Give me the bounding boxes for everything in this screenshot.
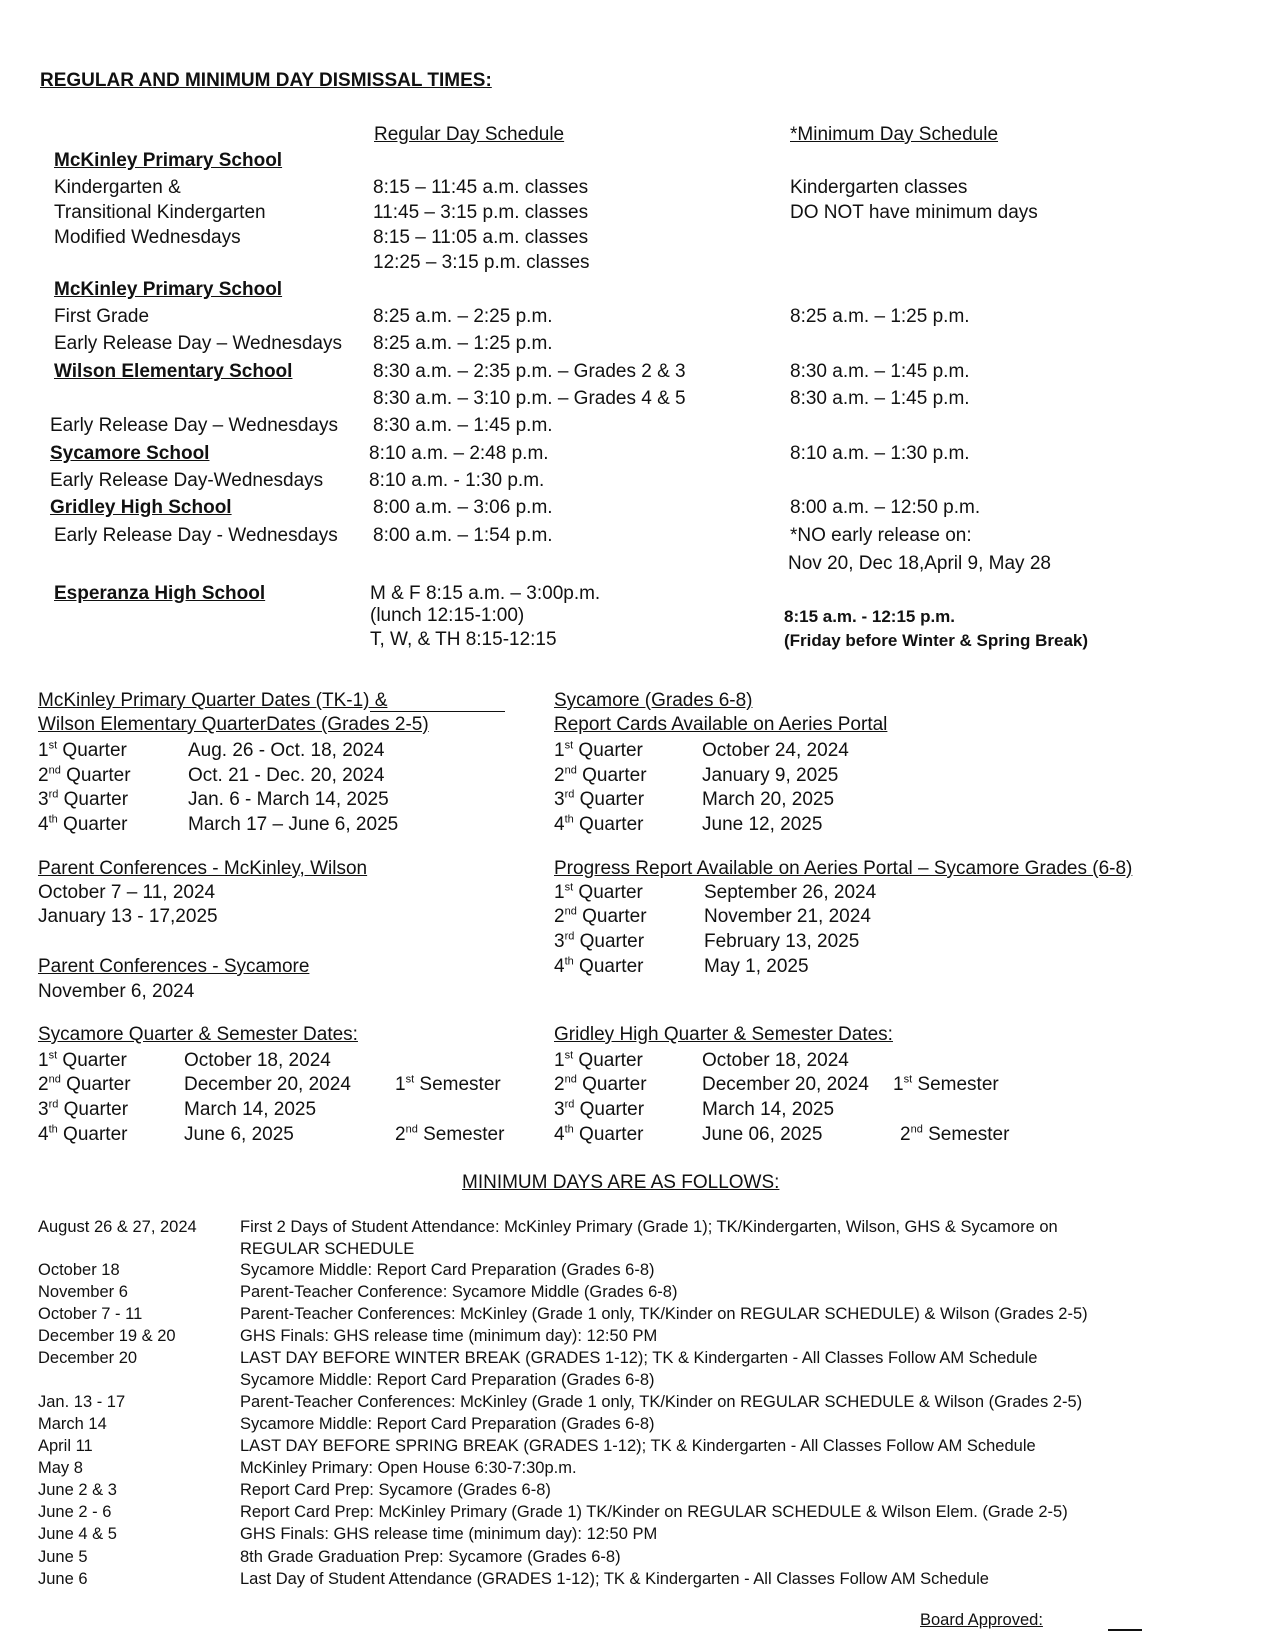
quarter-label [38,1124,127,1146]
regular-time: 11:45 – 3:15 p.m. classes [373,202,589,223]
quarter-label [38,765,131,787]
minimum-day-description: Parent-Teacher Conferences: McKinley (Grade 1 only, TK/Kinder on REGULAR SCHEDULE) & Wilson (Grades 2-5) [240,1305,1088,1323]
minimum-day-description: Report Card Prep: Sycamore (Grades 6-8) [240,1481,551,1499]
sycamore-report-heading-1: Sycamore (Grades 6-8) [554,690,753,711]
minimum-day-description: Parent-Teacher Conference: Sycamore Middle (Grades 6-8) [240,1283,678,1301]
quarter-label [554,1050,643,1072]
progress-report-heading: Progress Report Available on Aeries Portal – Sycamore Grades (6-8) [554,858,1133,879]
school-name: Wilson Elementary School [54,361,293,382]
semester-number: 1 [395,1074,406,1095]
quarter-suffix: nd [564,905,577,918]
quarter-word: Quarter [63,1099,129,1120]
quarter-number: 4 [38,1124,49,1145]
minimum-day-description: LAST DAY BEFORE SPRING BREAK (GRADES 1-12); TK & Kindergarten - All Classes Follow AM Schedule [240,1437,1036,1455]
quarter-suffix: rd [564,930,575,943]
semester-label [900,1124,1009,1146]
minimum-day-date: Jan. 13 - 17 [38,1393,126,1411]
quarter-number: 1 [554,882,565,903]
minimum-time-bold: 8:15 a.m. - 12:15 p.m. [784,607,956,626]
minimum-day-date: June 5 [38,1548,88,1566]
semester-label [893,1074,999,1096]
quarter-date: May 1, 2025 [704,956,809,977]
quarter-label [554,931,644,953]
quarter-suffix: th [48,813,58,826]
mckinley-quarters-heading-1: McKinley Primary Quarter Dates (TK-1) & [38,690,388,711]
regular-time: 8:25 a.m. – 1:25 p.m. [373,333,553,354]
semester-number: 2 [900,1124,911,1145]
quarter-date: January 9, 2025 [702,765,839,786]
quarter-date: June 12, 2025 [702,814,823,835]
minimum-day-date: December 19 & 20 [38,1327,176,1345]
quarter-word: Quarter [582,765,647,786]
board-approved-blank [1108,1629,1142,1631]
sycamore-semester-heading: Sycamore Quarter & Semester Dates: [38,1024,358,1045]
quarter-word: Quarter [579,1124,644,1145]
minimum-day-date: April 11 [38,1437,93,1455]
quarter-word: Quarter [579,789,645,810]
minimum-time: 8:00 a.m. – 12:50 p.m. [790,497,981,518]
quarter-number: 4 [554,1124,565,1145]
schedule-label: Early Release Day-Wednesdays [50,470,324,491]
regular-time: 8:00 a.m. – 1:54 p.m. [373,525,553,546]
minimum-day-date: March 14 [38,1415,107,1433]
quarter-date: June 6, 2025 [184,1124,294,1145]
quarter-suffix: st [48,1049,58,1062]
minimum-day-date: June 2 - 6 [38,1503,112,1521]
school-name: Esperanza High School [54,583,266,604]
quarter-date: September 26, 2024 [704,882,877,903]
quarter-label [554,1124,643,1146]
quarter-label [38,1050,127,1072]
regular-time: 8:00 a.m. – 3:06 p.m. [373,497,553,518]
quarter-number: 2 [554,765,565,786]
quarter-label [554,814,643,836]
quarter-suffix: nd [48,1073,61,1086]
quarter-label [554,740,643,762]
quarter-label [554,956,643,978]
quarter-word: Quarter [66,765,131,786]
quarter-suffix: th [564,1123,574,1136]
quarter-date: Aug. 26 - Oct. 18, 2024 [188,740,385,761]
semester-suffix: st [903,1073,913,1086]
semester-number: 2 [395,1124,406,1145]
quarter-word: Quarter [578,740,643,761]
quarter-word: Quarter [582,906,647,927]
gridley-semester-heading: Gridley High Quarter & Semester Dates: [554,1024,893,1045]
semester-suffix: nd [405,1123,418,1136]
minimum-day-date: December 20 [38,1349,138,1367]
semester-word: Semester [917,1074,999,1095]
quarter-number: 3 [554,931,565,952]
minimum-time: 8:30 a.m. – 1:45 p.m. [790,388,970,409]
regular-time: 8:15 – 11:05 a.m. classes [373,227,589,248]
minimum-day-description: REGULAR SCHEDULE [240,1240,415,1258]
quarter-suffix: nd [48,764,61,777]
quarter-label [38,814,127,836]
quarter-word: Quarter [579,814,644,835]
quarter-date: March 17 – June 6, 2025 [188,814,399,835]
quarter-word: Quarter [63,814,128,835]
quarter-number: 2 [38,765,49,786]
quarter-label [38,789,128,811]
minimum-day-description: Last Day of Student Attendance (GRADES 1-12); TK & Kindergarten - All Classes Follow AM Schedule [240,1570,989,1588]
page-title: REGULAR AND MINIMUM DAY DISMISSAL TIMES: [40,70,492,91]
schedule-label: First Grade [54,306,150,327]
minimum-day-date: October 7 - 11 [38,1305,143,1323]
quarter-number: 3 [38,789,49,810]
minimum-day-date: October 18 [38,1261,120,1279]
quarter-date: March 20, 2025 [702,789,835,810]
quarter-number: 3 [554,789,565,810]
minimum-day-description: Sycamore Middle: Report Card Preparation (Grades 6-8) [240,1261,655,1279]
minimum-day-date: June 6 [38,1570,88,1588]
quarter-suffix: rd [564,788,575,801]
quarter-word: Quarter [579,956,644,977]
quarter-suffix: th [48,1123,58,1136]
quarter-date: March 14, 2025 [702,1099,835,1120]
semester-word: Semester [928,1124,1010,1145]
schedule-label: Early Release Day - Wednesdays [54,525,338,546]
minimum-time: Kindergarten classes [790,177,968,198]
regular-time: 8:10 a.m. – 2:48 p.m. [369,443,549,464]
semester-number: 1 [893,1074,904,1095]
minimum-day-date: November 6 [38,1283,128,1301]
schedule-label: Early Release Day – Wednesdays [50,415,338,436]
quarter-number: 4 [38,814,49,835]
schedule-label: Early Release Day – Wednesdays [54,333,342,354]
quarter-word: Quarter [582,1074,647,1095]
parent-conferences-mw-date-2: January 13 - 17,2025 [38,906,218,927]
minimum-day-date: May 8 [38,1459,83,1477]
minimum-day-description: Sycamore Middle: Report Card Preparation (Grades 6-8) [240,1415,655,1433]
quarter-number: 3 [38,1099,49,1120]
minimum-time: Nov 20, Dec 18,April 9, May 28 [788,553,1051,574]
quarter-date: November 21, 2024 [704,906,871,927]
quarter-date: March 14, 2025 [184,1099,317,1120]
regular-time: 8:30 a.m. – 3:10 p.m. – Grades 4 & 5 [373,388,686,409]
minimum-time: DO NOT have minimum days [790,202,1038,223]
quarter-suffix: st [564,881,574,894]
semester-word: Semester [419,1074,501,1095]
quarter-suffix: th [564,955,574,968]
parent-conferences-sycamore-date: November 6, 2024 [38,981,195,1002]
minimum-day-description: GHS Finals: GHS release time (minimum day): 12:50 PM [240,1525,658,1543]
semester-suffix: st [405,1073,415,1086]
quarter-suffix: st [564,739,574,752]
minimum-day-description: Parent-Teacher Conferences: McKinley (Grade 1 only, TK/Kinder on REGULAR SCHEDULE & Wilson (Grades 2-5) [240,1393,1083,1411]
minimum-day-description: LAST DAY BEFORE WINTER BREAK (GRADES 1-12); TK & Kindergarten - All Classes Follow AM Schedule [240,1349,1038,1367]
semester-suffix: nd [910,1123,923,1136]
school-name: Sycamore School [50,443,210,464]
parent-conferences-mw-heading: Parent Conferences - McKinley, Wilson [38,858,368,879]
quarter-word: Quarter [63,1124,128,1145]
board-approved-label [920,1610,1043,1631]
quarter-date: February 13, 2025 [704,931,860,952]
regular-time: 8:30 a.m. – 1:45 p.m. [373,415,553,436]
quarter-label [554,882,643,904]
quarter-number: 3 [554,1099,565,1120]
quarter-number: 2 [38,1074,49,1095]
minimum-day-description: GHS Finals: GHS release time (minimum day): 12:50 PM [240,1327,658,1345]
mckinley-quarters-heading-2: Wilson Elementary QuarterDates (Grades 2-5) [38,714,429,735]
quarter-suffix: st [564,1049,574,1062]
regular-time: (lunch 12:15-1:00) [370,605,525,626]
quarter-suffix: nd [564,764,577,777]
quarter-suffix: nd [564,1073,577,1086]
sycamore-report-heading-2: Report Cards Available on Aeries Portal [554,714,888,735]
quarter-date: Oct. 21 - Dec. 20, 2024 [188,765,385,786]
quarter-number: 1 [38,740,49,761]
quarter-number: 1 [38,1050,49,1071]
board-approved-text: Board Approved: [920,1611,1043,1629]
quarter-word: Quarter [578,882,643,903]
minimum-day-date: August 26 & 27, 2024 [38,1218,197,1236]
minimum-days-heading: MINIMUM DAYS ARE AS FOLLOWS: [462,1172,780,1193]
schedule-label: Kindergarten & [54,177,181,198]
minimum-time: 8:25 a.m. – 1:25 p.m. [790,306,970,327]
schedule-label: Transitional Kindergarten [54,202,266,223]
quarter-label [554,765,647,787]
quarter-suffix: rd [48,1098,59,1111]
quarter-number: 2 [554,906,565,927]
quarter-number: 1 [554,740,565,761]
quarter-label [38,740,127,762]
quarter-word: Quarter [62,1050,127,1071]
minimum-time: 8:30 a.m. – 1:45 p.m. [790,361,970,382]
semester-label [395,1074,501,1096]
quarter-number: 4 [554,814,565,835]
regular-schedule-header: Regular Day Schedule [374,124,565,145]
quarter-date: December 20, 2024 [702,1074,869,1095]
minimum-day-date: June 2 & 3 [38,1481,117,1499]
quarter-word: Quarter [578,1050,643,1071]
semester-word: Semester [423,1124,505,1145]
quarter-label [38,1074,131,1096]
quarter-label [554,1099,644,1121]
quarter-suffix: st [48,739,58,752]
quarter-number: 2 [554,1074,565,1095]
minimum-time: 8:10 a.m. – 1:30 p.m. [790,443,970,464]
minimum-time: *NO early release on: [790,525,972,546]
regular-time: 8:10 a.m. - 1:30 p.m. [369,470,545,491]
minimum-day-description: Sycamore Middle: Report Card Preparation (Grades 6-8) [240,1371,655,1389]
quarter-date: December 20, 2024 [184,1074,351,1095]
regular-time: 8:25 a.m. – 2:25 p.m. [373,306,553,327]
regular-time: 8:30 a.m. – 2:35 p.m. – Grades 2 & 3 [373,361,686,382]
quarter-date: June 06, 2025 [702,1124,823,1145]
quarter-label [554,789,644,811]
school-name: McKinley Primary School [54,150,283,171]
quarter-label [554,1074,647,1096]
minimum-day-description: Report Card Prep: McKinley Primary (Grade 1) TK/Kinder on REGULAR SCHEDULE & Wilson Elem. (Grade 2-5) [240,1503,1068,1521]
quarter-suffix: rd [564,1098,575,1111]
quarter-number: 4 [554,956,565,977]
semester-label [395,1124,504,1146]
quarter-date: October 18, 2024 [702,1050,849,1071]
quarter-label [554,906,647,928]
school-name: Gridley High School [50,497,232,518]
regular-time: 12:25 – 3:15 p.m. classes [373,252,590,273]
minimum-day-date: June 4 & 5 [38,1525,117,1543]
quarter-date: Jan. 6 - March 14, 2025 [188,789,389,810]
quarter-date: October 24, 2024 [702,740,849,761]
minimum-day-description: 8th Grade Graduation Prep: Sycamore (Grades 6-8) [240,1548,621,1566]
minimum-day-description: First 2 Days of Student Attendance: McKinley Primary (Grade 1); TK/Kindergarten, Wilson, GHS & Sycamore on [240,1218,1058,1236]
quarter-word: Quarter [63,789,129,810]
quarter-word: Quarter [579,1099,645,1120]
quarter-suffix: rd [48,788,59,801]
parent-conferences-sycamore-heading: Parent Conferences - Sycamore [38,956,310,977]
quarter-number: 1 [554,1050,565,1071]
minimum-schedule-header: *Minimum Day Schedule [790,124,999,145]
quarter-suffix: th [564,813,574,826]
parent-conferences-mw-date-1: October 7 – 11, 2024 [38,882,216,903]
heading-underline-extension [370,711,505,712]
regular-time: M & F 8:15 a.m. – 3:00p.m. [370,583,601,604]
school-name: McKinley Primary School [54,279,283,300]
quarter-word: Quarter [62,740,127,761]
quarter-date: October 18, 2024 [184,1050,331,1071]
schedule-label: Modified Wednesdays [54,227,241,248]
quarter-label [38,1099,128,1121]
quarter-word: Quarter [66,1074,131,1095]
minimum-day-description: McKinley Primary: Open House 6:30-7:30p.m. [240,1459,577,1477]
quarter-word: Quarter [579,931,645,952]
minimum-time-bold: (Friday before Winter & Spring Break) [784,631,1089,650]
regular-time: T, W, & TH 8:15-12:15 [370,629,557,650]
regular-time: 8:15 – 11:45 a.m. classes [373,177,589,198]
